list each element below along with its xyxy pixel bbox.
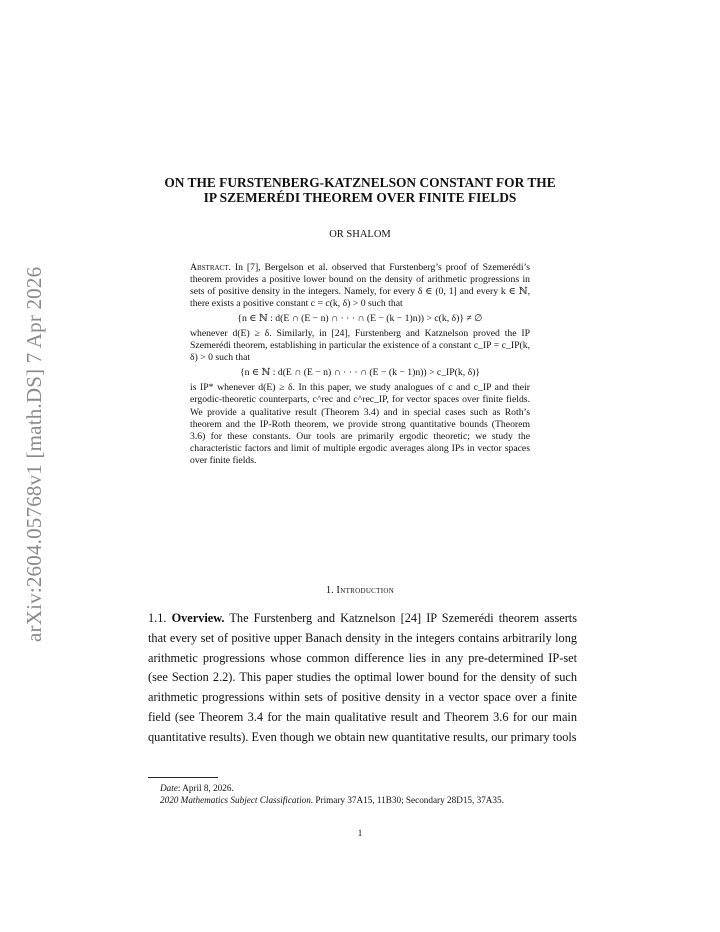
- abstract-paragraph-3: is IP* whenever d(E) ≥ δ. In this paper, we study analogues of c and c_IP and their ergodic-theoretic counterparts, c^rec and c^rec_IP, for vector spaces over finite fields. We provide a qualitative result (Theorem 3.4) and in special cases such as Roth’s theorem and the IP-Roth theorem, we provide strong quantitative bounds (Theorem 3.6) for these constants. Our tools are primarily ergodic theoretic; we study the characteristic factors and limit of multiple ergodic averages along IPs in vector spaces over finite fields.: [190, 382, 530, 466]
- footnote-rule: [148, 777, 218, 778]
- msc-label: 2020 Mathematics Subject Classification.: [160, 794, 314, 805]
- abstract-equation-1: {n ∈ ℕ : d(E ∩ (E − n) ∩ · · · ∩ (E − (k − 1)n)) > c(k, δ)} ≠ ∅: [237, 313, 483, 325]
- subsection-title: Overview.: [171, 611, 225, 625]
- footnote-msc: [148, 795, 577, 807]
- abstract-heading: Abstract.: [190, 262, 231, 273]
- date-label: Date: [160, 783, 178, 793]
- introduction-body: [148, 609, 577, 748]
- title-line-1: ON THE FURSTENBERG-KATZNELSON CONSTANT FOR THE: [164, 175, 556, 190]
- abstract-block: [190, 262, 530, 467]
- abstract-equation-2: {n ∈ ℕ : d(E ∩ (E − n) ∩ · · · ∩ (E − (k − 1)n)) > c_IP(k, δ)}: [239, 367, 481, 379]
- footnote-date: Date: April 8, 2026.: [160, 783, 234, 793]
- section-title: Introduction: [336, 585, 395, 596]
- section-number: 1.: [325, 585, 334, 596]
- abstract-paragraph-2: whenever d(E) ≥ δ. Similarly, in [24], Furstenberg and Katznelson proved the IP Szemerédi theorem, establishing in particular the existence of a constant c_IP = c_IP(k, δ) > 0 such that: [190, 328, 530, 364]
- footnotes: [148, 783, 577, 806]
- subsection-number: 1.1.: [148, 611, 167, 625]
- title-line-2: IP SZEMERÉDI THEOREM OVER FINITE FIELDS: [203, 190, 517, 205]
- section-heading: [140, 585, 580, 596]
- abstract-paragraph-1: [190, 262, 530, 310]
- page-number: 1: [357, 828, 363, 838]
- paper-title: [140, 175, 580, 205]
- abstract-text-1: In [7], Bergelson et al. observed that Furstenberg’s proof of Szemerédi’s theorem provides a positive lower bound on the density of arithmetic progressions in sets of positive density in the integers. Namely, for every δ ∈ (0, 1] and every k ∈ ℕ, there exists a positive constant c = c(k, δ) > 0 such that: [190, 262, 530, 310]
- overview-text: The Furstenberg and Katznelson [24] IP Szemerédi theorem asserts that every set of positive upper Banach density in the integers contains arbitrarily long arithmetic progressions whose common difference lies in any pre-determined IP-set (see Section 2.2). This paper studies the optimal lower bound for the density of such arithmetic progressions within sets of positive density in a vector space over a finite field (see Theorem 3.4 for the main qualitative result and Theorem 3.6 for our main quantitative results). Even though we obtain new quantitative results, our primary tools: [148, 611, 577, 744]
- msc-value: Primary 37A15, 11B30; Secondary 28D15, 37A35.: [315, 794, 504, 805]
- overview-paragraph: [148, 609, 577, 748]
- arxiv-identifier-stamp: arXiv:2604.05768v1 [math.DS] 7 Apr 2026: [22, 266, 46, 642]
- date-value: April 8, 2026.: [182, 783, 234, 793]
- author-name: OR SHALOM: [329, 229, 391, 240]
